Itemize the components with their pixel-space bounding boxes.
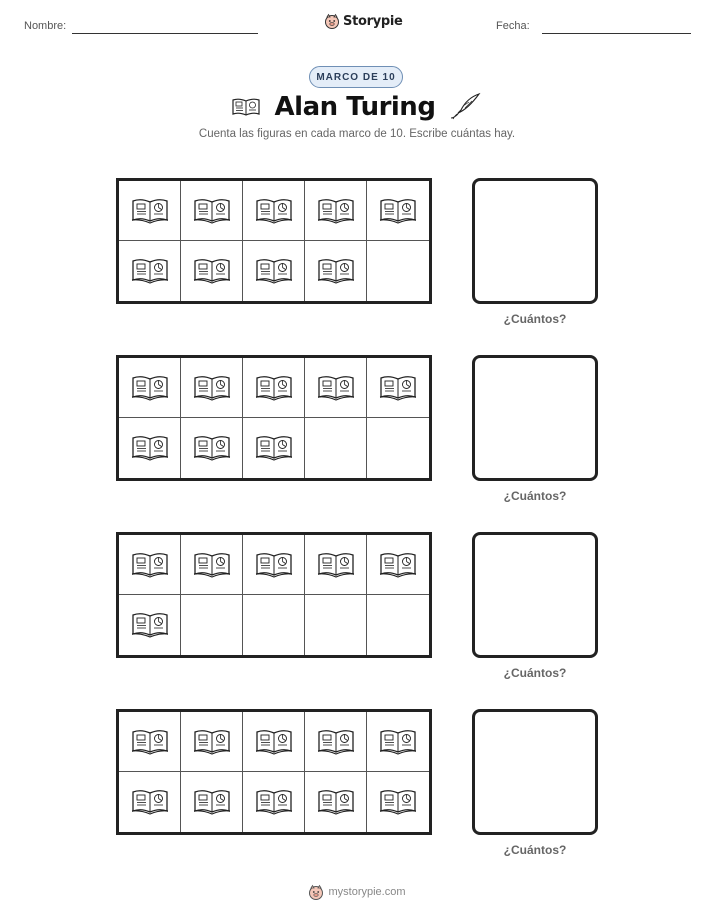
frame-cell bbox=[119, 358, 181, 418]
frame-cell bbox=[243, 535, 305, 595]
open-book-icon bbox=[378, 727, 418, 757]
frame-cell bbox=[243, 241, 305, 301]
answer-label-2: ¿Cuántos? bbox=[503, 489, 567, 503]
frame-cell bbox=[243, 595, 305, 655]
frame-cell bbox=[367, 241, 429, 301]
open-book-icon bbox=[130, 433, 170, 463]
frame-cell bbox=[181, 418, 243, 478]
date-label: Fecha: bbox=[496, 20, 530, 32]
frame-cell bbox=[243, 358, 305, 418]
frame-cell bbox=[367, 418, 429, 478]
frame-cell bbox=[181, 712, 243, 772]
open-book-icon bbox=[316, 373, 356, 403]
frame-cell bbox=[181, 772, 243, 832]
frame-cell bbox=[367, 712, 429, 772]
frame-cell bbox=[119, 241, 181, 301]
ten-frame-3 bbox=[116, 532, 432, 658]
frame-cell bbox=[243, 181, 305, 241]
answer-label-4: ¿Cuántos? bbox=[503, 843, 567, 857]
name-line[interactable] bbox=[72, 33, 258, 34]
frame-cell bbox=[181, 535, 243, 595]
frame-cell bbox=[305, 535, 367, 595]
frame-cell bbox=[367, 181, 429, 241]
frame-cell bbox=[119, 181, 181, 241]
open-book-icon bbox=[254, 373, 294, 403]
frame-cell bbox=[367, 595, 429, 655]
frame-cell bbox=[367, 772, 429, 832]
open-book-icon bbox=[316, 256, 356, 286]
name-label: Nombre: bbox=[24, 20, 67, 32]
open-book-icon bbox=[254, 787, 294, 817]
open-book-icon bbox=[254, 196, 294, 226]
logo-text: Storypie bbox=[343, 13, 403, 29]
page-title: Alan Turing bbox=[274, 92, 436, 122]
open-book-icon bbox=[192, 196, 232, 226]
frame-cell bbox=[181, 595, 243, 655]
open-book-icon bbox=[130, 787, 170, 817]
frame-cell bbox=[181, 241, 243, 301]
open-book-icon bbox=[130, 610, 170, 640]
open-book-icon bbox=[378, 373, 418, 403]
open-book-icon bbox=[316, 727, 356, 757]
open-book-icon bbox=[316, 550, 356, 580]
frame-cell bbox=[367, 358, 429, 418]
frame-cell bbox=[181, 181, 243, 241]
open-book-icon bbox=[378, 196, 418, 226]
frame-cell bbox=[305, 772, 367, 832]
open-book-icon bbox=[254, 433, 294, 463]
open-book-icon bbox=[192, 727, 232, 757]
ten-frame-1 bbox=[116, 178, 432, 304]
frame-cell bbox=[305, 181, 367, 241]
title-row bbox=[0, 92, 714, 122]
open-book-icon bbox=[130, 256, 170, 286]
frame-cell bbox=[119, 712, 181, 772]
ten-frame-2 bbox=[116, 355, 432, 481]
frame-cell bbox=[119, 535, 181, 595]
open-book-icon bbox=[192, 550, 232, 580]
open-book-icon bbox=[254, 727, 294, 757]
frame-cell bbox=[367, 535, 429, 595]
open-book-icon bbox=[130, 196, 170, 226]
open-book-icon bbox=[130, 550, 170, 580]
frame-cell bbox=[305, 358, 367, 418]
open-book-icon bbox=[192, 787, 232, 817]
book-icon bbox=[231, 96, 261, 118]
instructions: Cuenta las figuras en cada marco de 10. Escribe cuántas hay. bbox=[198, 128, 516, 140]
answer-box-2[interactable] bbox=[472, 355, 598, 481]
ten-frame-4 bbox=[116, 709, 432, 835]
open-book-icon bbox=[192, 373, 232, 403]
open-book-icon bbox=[192, 433, 232, 463]
frame-cell bbox=[305, 418, 367, 478]
open-book-icon bbox=[378, 550, 418, 580]
frame-cell bbox=[119, 418, 181, 478]
open-book-icon bbox=[130, 727, 170, 757]
date-line[interactable] bbox=[542, 33, 691, 34]
quill-pen-icon bbox=[449, 92, 483, 122]
open-book-icon bbox=[316, 787, 356, 817]
frame-cell bbox=[243, 418, 305, 478]
open-book-icon bbox=[316, 196, 356, 226]
footer-link[interactable]: mystorypie.com bbox=[328, 886, 406, 898]
frame-cell bbox=[119, 595, 181, 655]
answer-label-3: ¿Cuántos? bbox=[503, 666, 567, 680]
open-book-icon bbox=[192, 256, 232, 286]
open-book-icon bbox=[130, 373, 170, 403]
answer-box-1[interactable] bbox=[472, 178, 598, 304]
storypie-logo bbox=[324, 13, 403, 29]
footer bbox=[0, 884, 714, 900]
open-book-icon bbox=[254, 550, 294, 580]
frame-cell bbox=[305, 712, 367, 772]
answer-box-3[interactable] bbox=[472, 532, 598, 658]
answer-label-1: ¿Cuántos? bbox=[503, 312, 567, 326]
frame-cell bbox=[243, 772, 305, 832]
frame-cell bbox=[305, 241, 367, 301]
frame-cell bbox=[305, 595, 367, 655]
pig-mascot-icon bbox=[324, 13, 340, 29]
pig-mascot-icon bbox=[308, 884, 324, 900]
open-book-icon bbox=[254, 256, 294, 286]
frame-cell bbox=[181, 358, 243, 418]
worksheet-type-badge: MARCO DE 10 bbox=[309, 66, 403, 88]
frame-cell bbox=[119, 772, 181, 832]
open-book-icon bbox=[378, 787, 418, 817]
answer-box-4[interactable] bbox=[472, 709, 598, 835]
frame-cell bbox=[243, 712, 305, 772]
